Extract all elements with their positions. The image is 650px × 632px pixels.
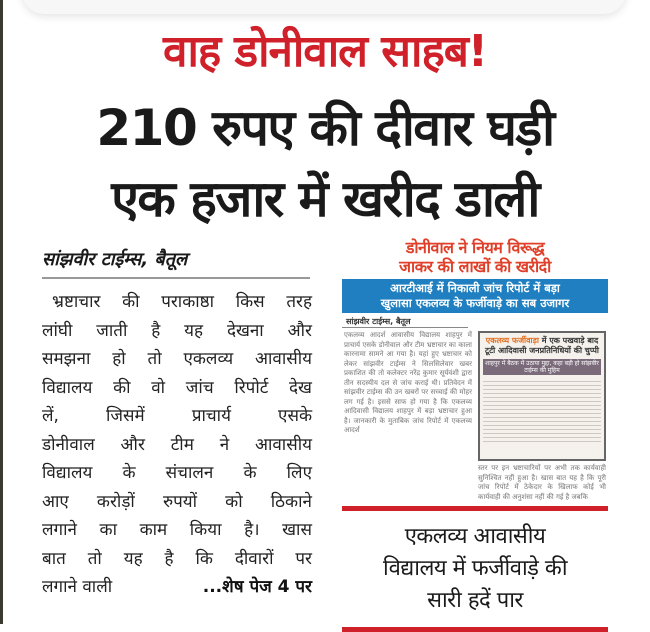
- word: किस: [235, 292, 265, 312]
- word: की: [113, 377, 131, 398]
- word: के: [122, 463, 136, 483]
- word: तरह: [286, 292, 312, 312]
- clipping-column-2-text: स्तर पर इन भ्रष्टाचारियों पर अभी तक कार्यवाही सुनिश्चित नहीं हुआ है। खास बात यह है कि पूरी जांच रिपोर्ट में ठेकेदार के खिलाफ कोई भी कार्यवाही की अनुशंसा नहीं की गई है जबकि: [478, 464, 606, 501]
- word: की: [122, 292, 140, 312]
- word: दीवारों: [234, 548, 274, 569]
- clipping-headline-line-1: डोनीवाल ने नियम विरूद्ध: [405, 238, 545, 257]
- word: तो: [147, 349, 162, 369]
- sub-headline-line-3: सारी हदें पार: [427, 588, 523, 613]
- clipping-band-line-2: खुलासा एकलव्य के फर्जीवाड़े का सब उजागर: [380, 296, 570, 310]
- byline-divider: [42, 277, 310, 279]
- word: ने: [219, 434, 230, 455]
- word: वो: [151, 377, 166, 398]
- word: के: [243, 463, 257, 483]
- word: ठिकाने: [270, 491, 312, 512]
- word: आए: [42, 491, 69, 512]
- word: एसके: [278, 406, 312, 426]
- word: खास: [282, 520, 312, 540]
- word: और: [120, 434, 145, 455]
- word: टीम: [170, 434, 194, 455]
- word: किया: [189, 520, 222, 540]
- clipping-column-2: [478, 331, 606, 502]
- top-card-edge: [22, 0, 626, 14]
- article-line: [42, 374, 312, 403]
- clipping-subhead-band: [342, 279, 608, 313]
- word: देखना: [226, 320, 264, 341]
- word: रुपयों: [162, 491, 198, 512]
- nested-title-rest: में एक पखवाड़े बाद टूटी आदिवासी जनप्रतिनिधियों की चुप्पी: [485, 336, 599, 355]
- main-headline-line-1: 210 रुपए की दीवार घड़ी: [96, 99, 554, 157]
- clipping-band-line-1: आरटीआई में निकाली जांच रिपोर्ट में बड़ा: [390, 281, 560, 295]
- nested-clipping-body: [483, 378, 601, 444]
- word: एकलव्य: [183, 349, 234, 369]
- article-last-words: लगाने वाली: [42, 577, 113, 597]
- word: है: [164, 548, 174, 569]
- word: पर: [295, 548, 312, 569]
- word: कि: [195, 548, 213, 569]
- article-body: [42, 288, 312, 602]
- word: संचालन: [165, 463, 214, 483]
- word: तो: [87, 548, 102, 569]
- word: डोनीवाल: [42, 434, 95, 455]
- red-rule-bottom: [342, 627, 608, 632]
- article-line: [42, 516, 312, 545]
- article-line: [42, 402, 312, 431]
- sub-headline-line-2: विद्यालय में फर्जीवाड़े की: [382, 556, 568, 581]
- word: बात: [42, 548, 66, 569]
- word: हो: [112, 349, 126, 369]
- word: भ्रष्टाचार: [52, 292, 101, 312]
- article-last-line: [42, 573, 312, 602]
- clipping-column-1: एकलव्य आदर्श आवासीय विद्यालय शाहपुर में प्राचार्य एसके डोनीवाल और टीम भ्रष्टाचार का काला कारनामा सामने आ गया है। यहां हुए भ्रष्टाचार को लेकर सांझवीर टाईम्स ने सिलसिलेवार खबर प्रकाशित की तो कलेक्टर नरेंद्र कुमार सूर्यवंशी द्वारा तीन सदस्यीय दल से जांच कराई थी। प्रतिवेदन में सांझवीर टाईम्स की उन खबरों पर सच्चाई की मोहर लग गई है। इससे साफ हो गया है कि एकलव्य आदिवासी विद्यालय शाहपुर में बड़ा भ्रष्टाचार हुआ है। जानकारी के मुताबिक जांच रिपोर्ट में एकलव्य आदर्श: [344, 331, 472, 434]
- word: यह: [123, 548, 143, 569]
- word: काम: [139, 520, 168, 540]
- byline: सांझवीर टाईम्स, बैतूल: [42, 249, 188, 270]
- word: आवासीय: [255, 349, 312, 369]
- clipping-headline-line-2: जाकर की लाखों की खरीदी: [399, 257, 551, 276]
- word: विद्यालय: [42, 463, 93, 483]
- red-rule-top: [342, 506, 608, 511]
- continued-on-page-link: ...शेष पेज 4 पर: [202, 577, 312, 597]
- nested-clipping-band: शाहपुर में बैठक में उठाया मुद्दा, कहा बड़ी हो सांझवीर टाईम्स की मुहिम: [483, 359, 601, 375]
- word: है: [151, 320, 161, 341]
- article-line: [42, 317, 312, 346]
- nested-clipping: [478, 331, 606, 461]
- word: लांघी: [42, 320, 73, 341]
- word: प्राचार्य: [191, 406, 231, 426]
- article-line: [42, 545, 312, 574]
- word: जांच: [185, 377, 214, 398]
- clipping-columns: [342, 328, 608, 502]
- kicker-headline: वाह डोनीवाल साहब!: [163, 26, 487, 77]
- main-headline-line-2: एक हजार में खरीद डाली: [111, 170, 539, 228]
- clipping-sub-headline: [342, 515, 608, 623]
- nested-clipping-title: [483, 336, 601, 356]
- word: जिसमें: [106, 406, 145, 426]
- sub-headline-line-1: एकलव्य आवासीय: [404, 524, 546, 549]
- nested-title-highlight: एकलव्य फर्जीवाड़ा: [485, 336, 539, 345]
- word: लिए: [286, 463, 312, 483]
- article-line: [42, 288, 312, 317]
- article-line: [42, 459, 312, 488]
- word: यह: [184, 320, 204, 341]
- word: और: [287, 320, 312, 341]
- word: रिपोर्ट: [234, 377, 269, 398]
- article-line: [42, 431, 312, 460]
- word: समझना: [42, 349, 91, 369]
- word: देख: [289, 377, 312, 398]
- word: करोड़ों: [96, 491, 135, 512]
- word: विद्यालय: [42, 377, 93, 398]
- word: पराकाष्ठा: [161, 292, 215, 312]
- news-clipping-image: [342, 238, 608, 614]
- word: का: [99, 520, 117, 540]
- word: है।: [244, 520, 260, 540]
- word: लगाने: [42, 520, 77, 540]
- word: जाती: [96, 320, 128, 341]
- word: लें,: [42, 406, 59, 426]
- word: आवासीय: [254, 434, 312, 455]
- article-line: [42, 488, 312, 517]
- article-line: [42, 345, 312, 374]
- word: को: [225, 491, 243, 512]
- clipping-byline: सांझवीर टाईम्स, बैतूल: [342, 313, 468, 328]
